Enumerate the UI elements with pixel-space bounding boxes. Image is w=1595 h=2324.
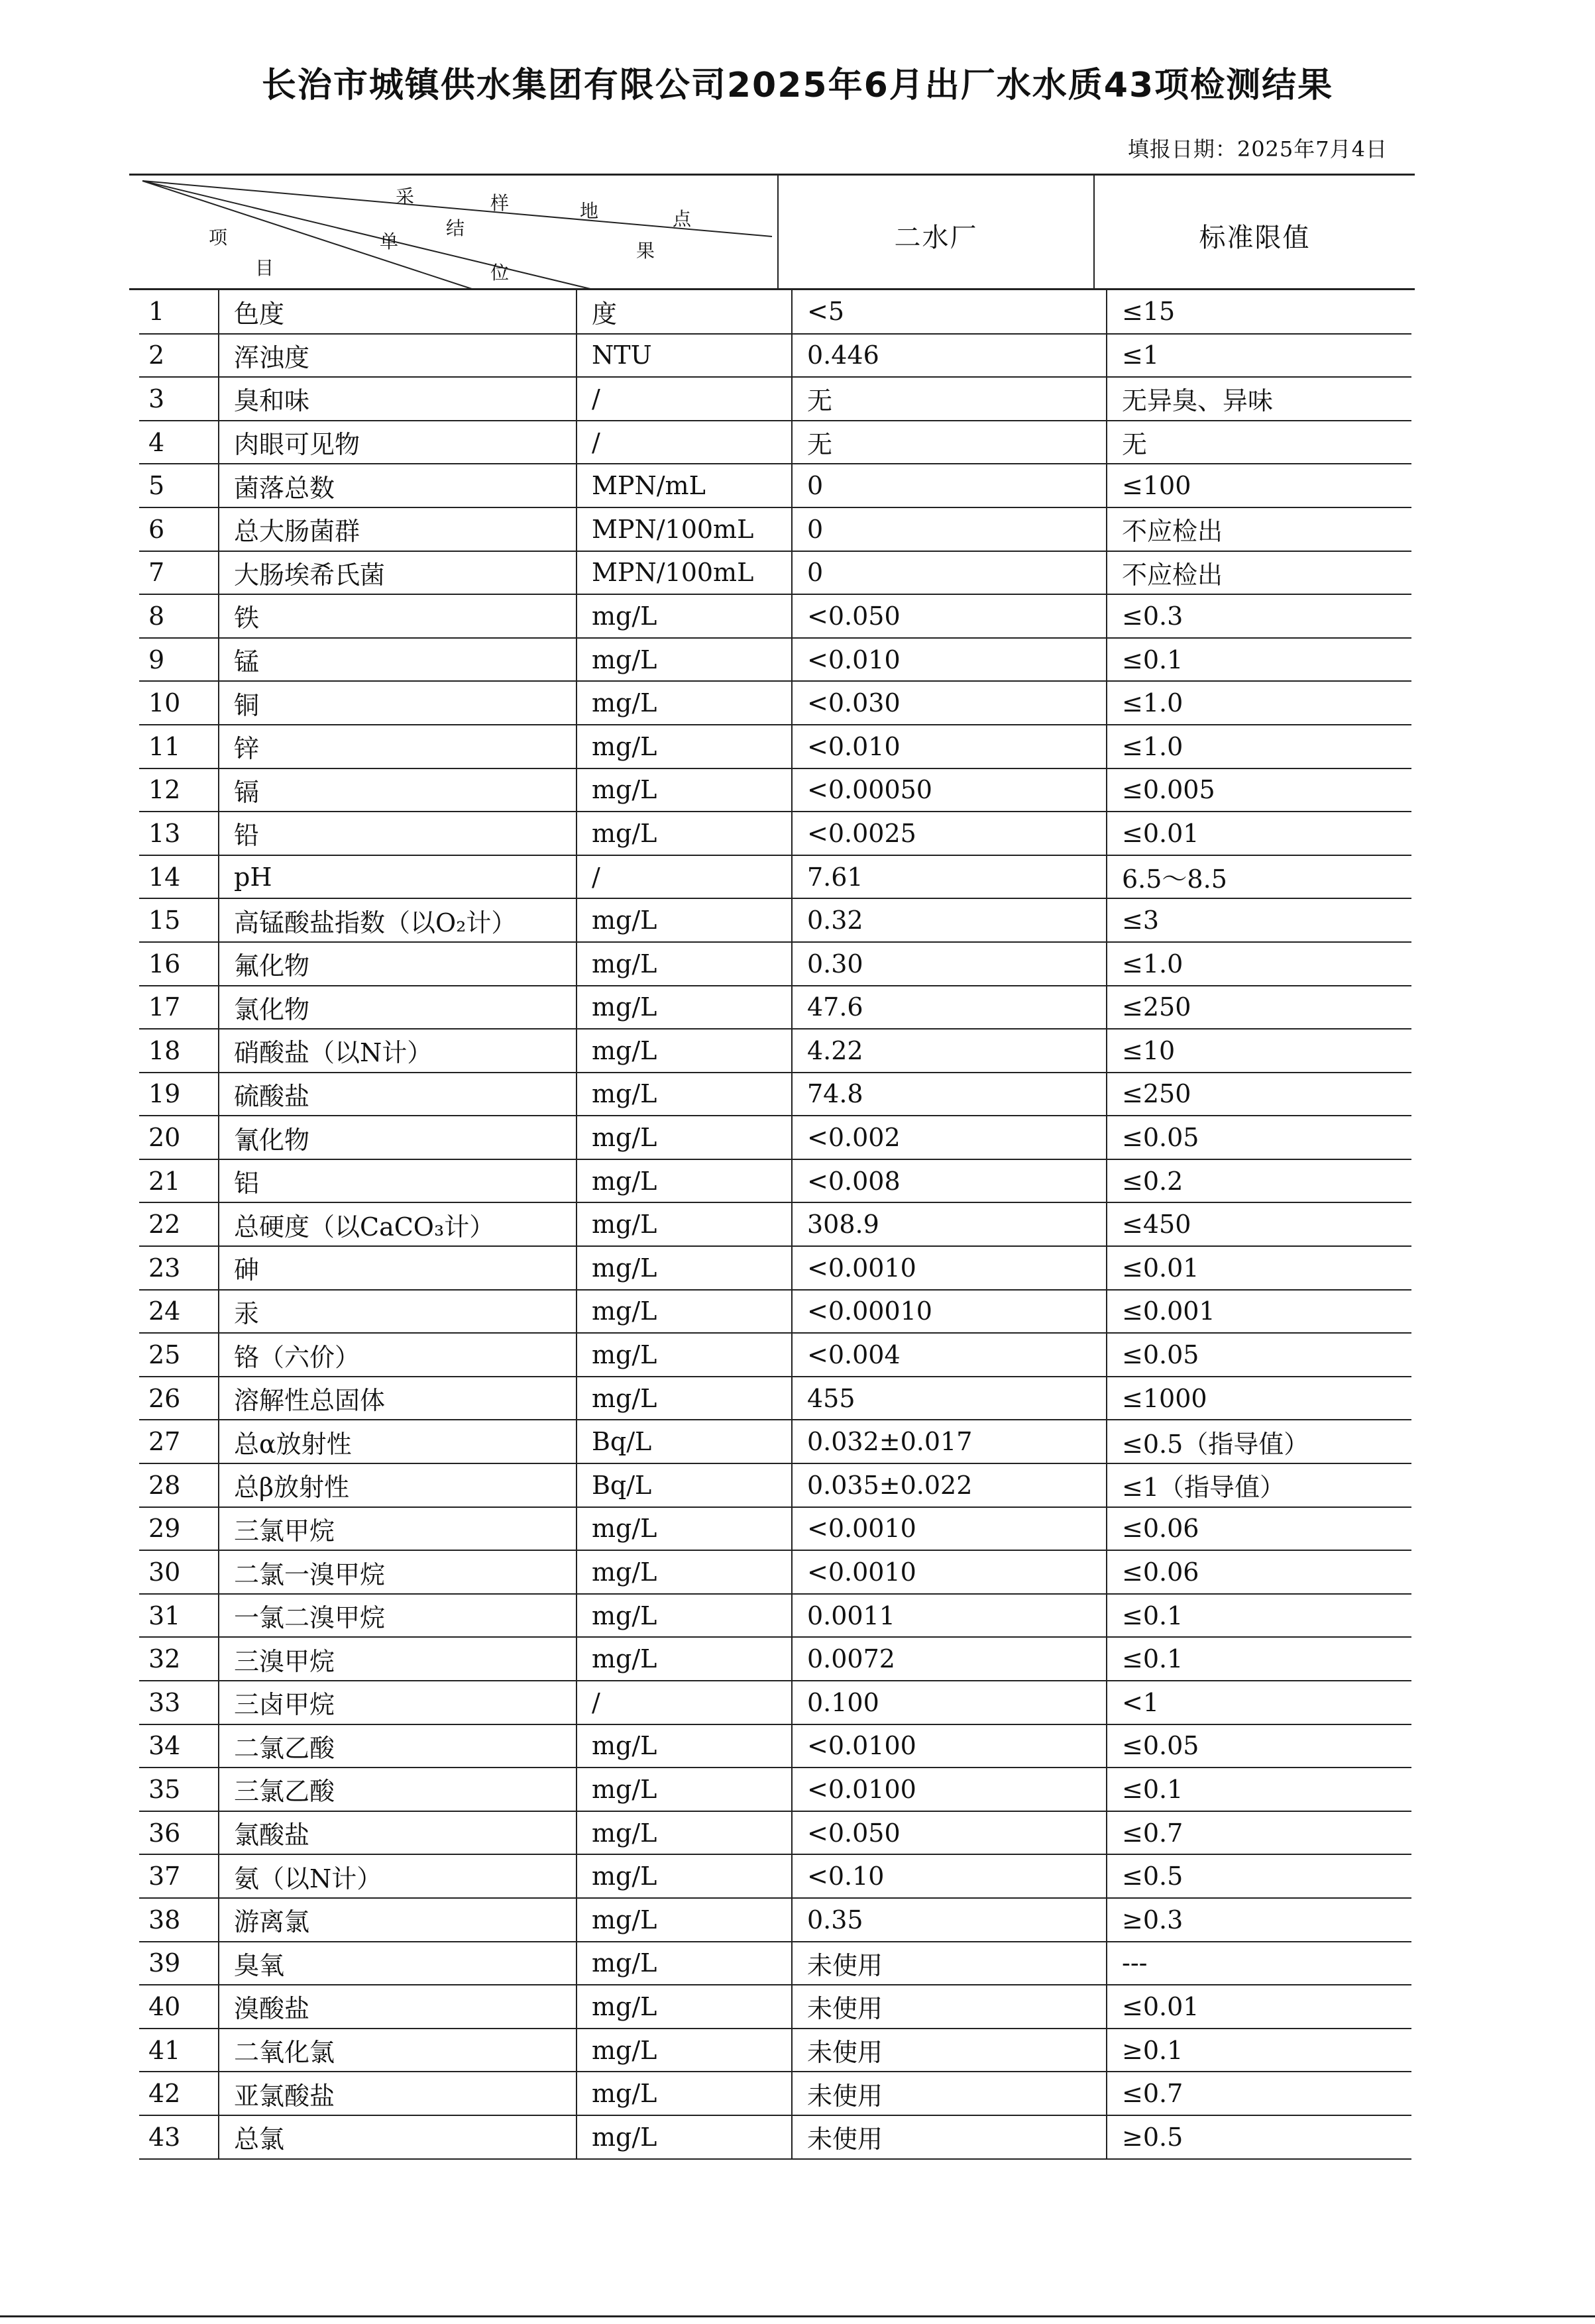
- fill-date: 填报日期：2025年7月4日: [1127, 136, 1388, 162]
- row-number: 40: [139, 1985, 219, 2029]
- row-number: 18: [139, 1029, 219, 1073]
- table-row: [139, 1854, 1411, 1898]
- row-number: 7: [139, 551, 219, 595]
- result-value: <0.050: [792, 1811, 1107, 1855]
- unit: mg/L: [577, 1290, 792, 1334]
- standard-limit: ≤0.01: [1107, 1246, 1411, 1290]
- item-name: 总硬度（以CaCO₃计）: [219, 1202, 577, 1246]
- table-row: [139, 1159, 1411, 1203]
- standard-limit: ≤0.7: [1107, 2072, 1411, 2115]
- table-row: [139, 1507, 1411, 1551]
- result-value: 未使用: [792, 2029, 1107, 2072]
- row-number: 17: [139, 986, 219, 1030]
- item-name: 亚氯酸盐: [219, 2072, 577, 2115]
- unit: mg/L: [577, 1550, 792, 1594]
- unit: mg/L: [577, 898, 792, 942]
- row-number: 4: [139, 421, 219, 464]
- result-value: 4.22: [792, 1029, 1107, 1073]
- unit: mg/L: [577, 1073, 792, 1116]
- standard-limit: ≤0.005: [1107, 768, 1411, 812]
- item-name: 二氯一溴甲烷: [219, 1550, 577, 1594]
- row-number: 1: [139, 290, 219, 334]
- standard-limit: ≤10: [1107, 1029, 1411, 1073]
- unit: mg/L: [577, 1724, 792, 1768]
- result-value: <0.002: [792, 1116, 1107, 1159]
- item-name: 氨（以N计）: [219, 1854, 577, 1898]
- table-row: [139, 1942, 1411, 1985]
- table-row: [139, 507, 1411, 551]
- row-number: 33: [139, 1681, 219, 1724]
- result-value: 7.61: [792, 855, 1107, 899]
- item-name: 肉眼可见物: [219, 421, 577, 464]
- table-row: [139, 898, 1411, 942]
- unit: /: [577, 377, 792, 421]
- unit: mg/L: [577, 681, 792, 725]
- table-row: [139, 2072, 1411, 2115]
- item-name: 氯化物: [219, 986, 577, 1030]
- row-number: 34: [139, 1724, 219, 1768]
- row-number: 42: [139, 2072, 219, 2115]
- standard-limit: ≤0.5: [1107, 1854, 1411, 1898]
- result-value: 0.446: [792, 334, 1107, 378]
- item-name: 铬（六价）: [219, 1333, 577, 1377]
- unit: MPN/100mL: [577, 507, 792, 551]
- item-name: 总氯: [219, 2115, 577, 2159]
- unit: mg/L: [577, 1898, 792, 1942]
- unit: mg/L: [577, 1942, 792, 1985]
- item-name: 铁: [219, 594, 577, 638]
- unit: mg/L: [577, 1159, 792, 1203]
- row-number: 32: [139, 1637, 219, 1681]
- result-value: <0.00050: [792, 768, 1107, 812]
- item-name: 二氧化氯: [219, 2029, 577, 2072]
- standard-limit: ≤0.05: [1107, 1333, 1411, 1377]
- result-value: 0.035±0.022: [792, 1463, 1107, 1507]
- result-value: 47.6: [792, 986, 1107, 1030]
- row-number: 11: [139, 725, 219, 768]
- item-name: 总β放射性: [219, 1463, 577, 1507]
- row-number: 9: [139, 638, 219, 682]
- item-name: 高锰酸盐指数（以O₂计）: [219, 898, 577, 942]
- result-value: <0.0010: [792, 1550, 1107, 1594]
- result-value: 0: [792, 464, 1107, 507]
- standard-limit: ≤1.0: [1107, 725, 1411, 768]
- table-row: [139, 1985, 1411, 2029]
- table-header: [129, 174, 1415, 290]
- table-row: [139, 1333, 1411, 1377]
- standard-limit: ≤0.7: [1107, 1811, 1411, 1855]
- standard-limit: <1: [1107, 1681, 1411, 1724]
- item-name: 三氯乙酸: [219, 1768, 577, 1811]
- result-value: 0.0072: [792, 1637, 1107, 1681]
- result-value: <0.008: [792, 1159, 1107, 1203]
- table-row: [139, 1550, 1411, 1594]
- unit: MPN/100mL: [577, 551, 792, 595]
- item-name: 锌: [219, 725, 577, 768]
- standard-limit: ≤0.06: [1107, 1507, 1411, 1551]
- row-number: 43: [139, 2115, 219, 2159]
- item-name: 游离氯: [219, 1898, 577, 1942]
- standard-limit: ≤3: [1107, 898, 1411, 942]
- row-number: 22: [139, 1202, 219, 1246]
- unit: mg/L: [577, 942, 792, 986]
- standard-limit: ≤0.05: [1107, 1724, 1411, 1768]
- table-row: [139, 1246, 1411, 1290]
- results-table-body: [139, 290, 1411, 2159]
- result-value: 无: [792, 377, 1107, 421]
- row-number: 16: [139, 942, 219, 986]
- item-name: 硫酸盐: [219, 1073, 577, 1116]
- item-name: 浑浊度: [219, 334, 577, 378]
- table-row: [139, 681, 1411, 725]
- row-number: 28: [139, 1463, 219, 1507]
- standard-limit: ≤450: [1107, 1202, 1411, 1246]
- standard-limit: ≥0.5: [1107, 2115, 1411, 2159]
- result-value: 0: [792, 507, 1107, 551]
- table-row: [139, 942, 1411, 986]
- table-row: [139, 812, 1411, 855]
- table-row: [139, 334, 1411, 378]
- row-number: 25: [139, 1333, 219, 1377]
- row-number: 3: [139, 377, 219, 421]
- standard-limit: ≤0.2: [1107, 1159, 1411, 1203]
- standard-limit: ≤1.0: [1107, 942, 1411, 986]
- row-number: 8: [139, 594, 219, 638]
- row-number: 15: [139, 898, 219, 942]
- standard-limit: ≤0.01: [1107, 1985, 1411, 2029]
- table-row: [139, 1377, 1411, 1420]
- result-value: 未使用: [792, 1942, 1107, 1985]
- item-name: 三溴甲烷: [219, 1637, 577, 1681]
- table-row: [139, 638, 1411, 682]
- row-number: 37: [139, 1854, 219, 1898]
- result-value: <0.0100: [792, 1724, 1107, 1768]
- row-number: 35: [139, 1768, 219, 1811]
- table-row: [139, 551, 1411, 595]
- standard-limit: ≤1（指导值）: [1107, 1463, 1411, 1507]
- result-value: 无: [792, 421, 1107, 464]
- item-name: 氯酸盐: [219, 1811, 577, 1855]
- diag-label-sampling-3: 地: [580, 200, 599, 222]
- standard-limit: 6.5～8.5: [1107, 855, 1411, 899]
- standard-limit: ≤1000: [1107, 1377, 1411, 1420]
- standard-limit: ≤0.5（指导值）: [1107, 1420, 1411, 1463]
- diag-label-result-1: 结: [446, 217, 465, 239]
- unit: mg/L: [577, 1811, 792, 1855]
- diag-label-item-2: 目: [255, 257, 274, 279]
- item-name: 溶解性总固体: [219, 1377, 577, 1420]
- unit: 度: [577, 290, 792, 334]
- unit: mg/L: [577, 2115, 792, 2159]
- standard-column-header: 标准限值: [1199, 223, 1311, 253]
- unit: mg/L: [577, 1333, 792, 1377]
- unit: mg/L: [577, 1637, 792, 1681]
- unit: /: [577, 421, 792, 464]
- item-name: 三氯甲烷: [219, 1507, 577, 1551]
- unit: mg/L: [577, 1854, 792, 1898]
- diag-label-unit-1: 单: [380, 231, 399, 252]
- table-row: [139, 725, 1411, 768]
- standard-limit: 不应检出: [1107, 551, 1411, 595]
- table-row: [139, 1594, 1411, 1638]
- unit: mg/L: [577, 1116, 792, 1159]
- result-value: <0.00010: [792, 1290, 1107, 1334]
- table-row: [139, 1637, 1411, 1681]
- result-value: <5: [792, 290, 1107, 334]
- result-value: <0.10: [792, 1854, 1107, 1898]
- item-name: 三卤甲烷: [219, 1681, 577, 1724]
- item-name: 一氯二溴甲烷: [219, 1594, 577, 1638]
- result-value: 308.9: [792, 1202, 1107, 1246]
- unit: mg/L: [577, 2072, 792, 2115]
- table-row: [139, 2115, 1411, 2159]
- unit: /: [577, 855, 792, 899]
- result-value: 0.032±0.017: [792, 1420, 1107, 1463]
- result-value: <0.0010: [792, 1507, 1107, 1551]
- unit: mg/L: [577, 1768, 792, 1811]
- table-row: [139, 1029, 1411, 1073]
- standard-limit: ≤1: [1107, 334, 1411, 378]
- row-number: 2: [139, 334, 219, 378]
- table-row: [139, 1420, 1411, 1463]
- item-name: 铜: [219, 681, 577, 725]
- table-row: [139, 1073, 1411, 1116]
- item-name: 砷: [219, 1246, 577, 1290]
- standard-limit: ≤100: [1107, 464, 1411, 507]
- item-name: 锰: [219, 638, 577, 682]
- standard-limit: ≤0.06: [1107, 1550, 1411, 1594]
- result-value: <0.0010: [792, 1246, 1107, 1290]
- result-value: <0.0025: [792, 812, 1107, 855]
- standard-limit: ≤0.01: [1107, 812, 1411, 855]
- row-number: 21: [139, 1159, 219, 1203]
- unit: mg/L: [577, 1246, 792, 1290]
- row-number: 39: [139, 1942, 219, 1985]
- table-row: [139, 768, 1411, 812]
- table-row: [139, 1898, 1411, 1942]
- unit: mg/L: [577, 594, 792, 638]
- row-number: 12: [139, 768, 219, 812]
- table-row: [139, 464, 1411, 507]
- row-number: 19: [139, 1073, 219, 1116]
- item-name: 大肠埃希氏菌: [219, 551, 577, 595]
- unit: mg/L: [577, 725, 792, 768]
- standard-limit: 无: [1107, 421, 1411, 464]
- standard-limit: ≥0.3: [1107, 1898, 1411, 1942]
- result-value: 0.0011: [792, 1594, 1107, 1638]
- row-number: 36: [139, 1811, 219, 1855]
- standard-limit: 无异臭、异味: [1107, 377, 1411, 421]
- unit: mg/L: [577, 768, 792, 812]
- standard-limit: 不应检出: [1107, 507, 1411, 551]
- result-value: <0.010: [792, 638, 1107, 682]
- table-row: [139, 1116, 1411, 1159]
- standard-limit: ≤0.1: [1107, 1637, 1411, 1681]
- item-name: 臭和味: [219, 377, 577, 421]
- standard-limit: ---: [1107, 1942, 1411, 1985]
- row-number: 26: [139, 1377, 219, 1420]
- table-row: [139, 1768, 1411, 1811]
- page-bottom-rule: [0, 2315, 1595, 2317]
- unit: mg/L: [577, 986, 792, 1030]
- table-row: [139, 1811, 1411, 1855]
- row-number: 38: [139, 1898, 219, 1942]
- result-value: 未使用: [792, 2115, 1107, 2159]
- row-number: 30: [139, 1550, 219, 1594]
- unit: mg/L: [577, 638, 792, 682]
- row-number: 20: [139, 1116, 219, 1159]
- row-number: 31: [139, 1594, 219, 1638]
- item-name: 二氯乙酸: [219, 1724, 577, 1768]
- item-name: 铅: [219, 812, 577, 855]
- item-name: 汞: [219, 1290, 577, 1334]
- unit: Bq/L: [577, 1463, 792, 1507]
- diag-label-sampling-4: 点: [673, 208, 692, 230]
- item-name: 氰化物: [219, 1116, 577, 1159]
- unit: mg/L: [577, 2029, 792, 2072]
- item-name: 溴酸盐: [219, 1985, 577, 2029]
- item-name: 色度: [219, 290, 577, 334]
- result-value: 74.8: [792, 1073, 1107, 1116]
- unit: mg/L: [577, 1029, 792, 1073]
- standard-limit: ≤0.001: [1107, 1290, 1411, 1334]
- result-value: 0.100: [792, 1681, 1107, 1724]
- item-name: 镉: [219, 768, 577, 812]
- unit: mg/L: [577, 1507, 792, 1551]
- standard-limit: ≤1.0: [1107, 681, 1411, 725]
- table-row: [139, 290, 1411, 334]
- table-row: [139, 1724, 1411, 1768]
- table-row: [139, 1681, 1411, 1724]
- item-name: 菌落总数: [219, 464, 577, 507]
- standard-limit: ≥0.1: [1107, 2029, 1411, 2072]
- row-number: 27: [139, 1420, 219, 1463]
- diag-label-result-2: 果: [636, 240, 655, 262]
- row-number: 14: [139, 855, 219, 899]
- row-number: 29: [139, 1507, 219, 1551]
- table-row: [139, 1290, 1411, 1334]
- table-row: [139, 2029, 1411, 2072]
- diag-label-sampling-1: 采: [396, 185, 415, 207]
- result-value: 455: [792, 1377, 1107, 1420]
- result-value: <0.030: [792, 681, 1107, 725]
- standard-limit: ≤250: [1107, 1073, 1411, 1116]
- unit: /: [577, 1681, 792, 1724]
- unit: Bq/L: [577, 1420, 792, 1463]
- standard-limit: ≤15: [1107, 290, 1411, 334]
- table-row: [139, 986, 1411, 1030]
- item-name: 总大肠菌群: [219, 507, 577, 551]
- result-value: 未使用: [792, 1985, 1107, 2029]
- item-name: 氟化物: [219, 942, 577, 986]
- result-value: <0.004: [792, 1333, 1107, 1377]
- standard-limit: ≤0.3: [1107, 594, 1411, 638]
- standard-limit: ≤250: [1107, 986, 1411, 1030]
- unit: mg/L: [577, 1594, 792, 1638]
- result-value: 0.30: [792, 942, 1107, 986]
- row-number: 10: [139, 681, 219, 725]
- plant-column-header: 二水厂: [894, 223, 978, 253]
- item-name: pH: [219, 855, 577, 899]
- result-value: 0.35: [792, 1898, 1107, 1942]
- unit: mg/L: [577, 1202, 792, 1246]
- table-row: [139, 1463, 1411, 1507]
- standard-limit: ≤0.1: [1107, 638, 1411, 682]
- result-value: <0.0100: [792, 1768, 1107, 1811]
- standard-limit: ≤0.1: [1107, 1594, 1411, 1638]
- diag-label-unit-2: 位: [490, 262, 510, 284]
- results-table: [139, 290, 1411, 2160]
- row-number: 5: [139, 464, 219, 507]
- item-name: 总α放射性: [219, 1420, 577, 1463]
- result-value: 0: [792, 551, 1107, 595]
- unit: NTU: [577, 334, 792, 378]
- result-value: <0.010: [792, 725, 1107, 768]
- table-row: [139, 855, 1411, 899]
- page-title: 长治市城镇供水集团有限公司2025年6月出厂水水质43项检测结果: [261, 66, 1334, 105]
- row-number: 24: [139, 1290, 219, 1334]
- item-name: 铝: [219, 1159, 577, 1203]
- row-number: 13: [139, 812, 219, 855]
- row-number: 23: [139, 1246, 219, 1290]
- unit: mg/L: [577, 1985, 792, 2029]
- result-value: 0.32: [792, 898, 1107, 942]
- unit: MPN/mL: [577, 464, 792, 507]
- diag-label-sampling-2: 样: [490, 192, 510, 214]
- table-row: [139, 594, 1411, 638]
- standard-limit: ≤0.05: [1107, 1116, 1411, 1159]
- table-row: [139, 1202, 1411, 1246]
- row-number: 6: [139, 507, 219, 551]
- table-row: [139, 421, 1411, 464]
- diag-label-item-1: 项: [209, 227, 228, 248]
- result-value: 未使用: [792, 2072, 1107, 2115]
- item-name: 硝酸盐（以N计）: [219, 1029, 577, 1073]
- table-row: [139, 377, 1411, 421]
- item-name: 臭氧: [219, 1942, 577, 1985]
- row-number: 41: [139, 2029, 219, 2072]
- standard-limit: ≤0.1: [1107, 1768, 1411, 1811]
- result-value: <0.050: [792, 594, 1107, 638]
- unit: mg/L: [577, 1377, 792, 1420]
- unit: mg/L: [577, 812, 792, 855]
